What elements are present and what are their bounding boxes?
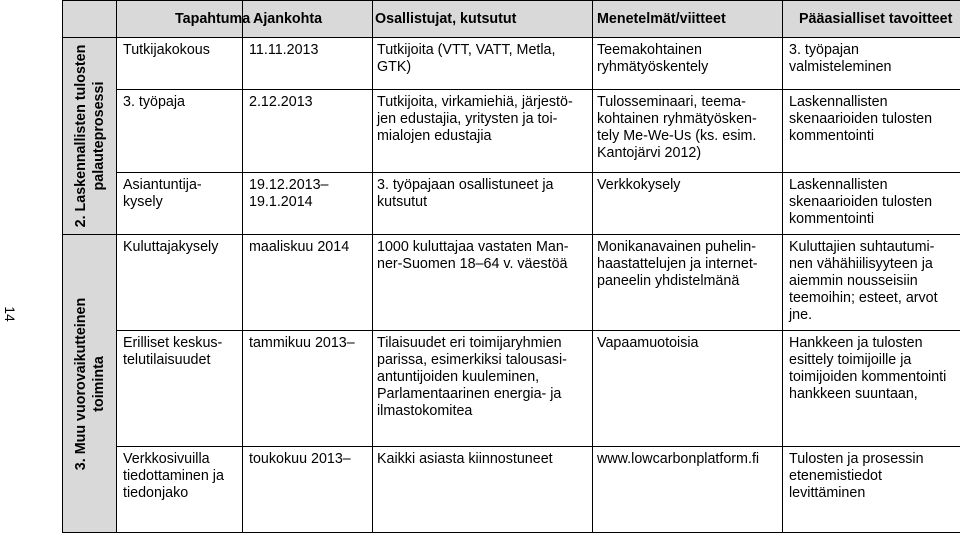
participants-cell: Tilaisuudet eri toimijaryhmien parissa, esimerkiksi talousasi-antuntijoiden kuuleminen, Parlamentaarinen energia- ja ilmastokomitea: [377, 335, 567, 419]
participants-cell: Tutkijoita, virkamiehiä, järjestö-jen edustajia, yritysten ja toi-mialojen edustajia: [377, 94, 573, 144]
table-row: [63, 173, 960, 235]
header-participants: Osallistujat, kutsutut: [373, 1, 593, 38]
events-table: [62, 0, 960, 533]
section-3-label-line2: toiminta: [90, 355, 107, 412]
participants-cell: Kaikki asiasta kiinnostuneet: [377, 451, 553, 467]
section-3-label-line1: 3. Muu vuorovaikutteinen: [72, 297, 89, 470]
page-number: 14: [2, 306, 18, 322]
participants-cell: 1000 kuluttajaa vastaten Man-ner-Suomen 18–64 v. väestöä: [377, 239, 569, 272]
date-cell: 2.12.2013: [249, 94, 313, 110]
goals-cell: 3. työpajan valmisteleminen: [789, 42, 892, 75]
table-row: [63, 235, 960, 331]
table-row: [63, 90, 960, 173]
methods-cell: Vapaamuotoisia: [597, 335, 699, 351]
goals-cell: Laskennallisten skenaarioiden tulosten kommentointi: [789, 94, 933, 144]
methods-cell: Tulosseminaari, teema-kohtainen ryhmätyösken-tely Me-We-Us (ks. esim. Kantojärvi 2012): [597, 94, 757, 161]
participants-cell: Tutkijoita (VTT, VATT, Metla, GTK): [377, 42, 556, 75]
methods-cell: Monikanavainen puhelin-haastattelujen ja internet-paneelin yhdistelmänä: [597, 239, 758, 289]
table-row: [63, 447, 960, 533]
event-cell: Erilliset keskus-telutilaisuudet: [123, 335, 223, 368]
section-2-label: [63, 38, 117, 235]
event-cell: Tutkijakokous: [123, 42, 210, 58]
methods-cell[interactable]: www.lowcarbonplatform.fi: [597, 451, 760, 467]
date-cell: 19.12.2013– 19.1.2014: [249, 177, 329, 210]
table-header-row: [63, 1, 960, 38]
header-date: Ajankohta: [243, 1, 373, 38]
goals-cell: Tulosten ja prosessin etenemistiedot levittäminen: [789, 451, 924, 501]
methods-cell: Verkkokysely: [597, 177, 681, 193]
header-goals: Pääasialliset tavoitteet: [783, 1, 960, 38]
goals-cell: Hankkeen ja tulosten esittely toimijoille ja toimijoiden kommentointi hankkeen suuntaan,: [789, 335, 947, 402]
methods-cell: Teemakohtainen ryhmätyöskentely: [597, 42, 709, 75]
header-event: Tapahtuma: [117, 1, 243, 38]
header-corner: [63, 1, 117, 38]
event-cell: Verkkosivuilla tiedottaminen ja tiedonjako: [123, 451, 224, 501]
table-row: [63, 38, 960, 90]
section-2-label-line2: palauteprosessi: [90, 81, 107, 191]
participants-cell: 3. työpajaan osallistuneet ja kutsutut: [377, 177, 554, 210]
date-cell: maaliskuu 2014: [249, 239, 350, 255]
date-cell: toukokuu 2013–: [249, 451, 351, 467]
section-3-label: [63, 235, 117, 533]
event-cell: 3. työpaja: [123, 94, 185, 110]
goals-cell: Laskennallisten skenaarioiden tulosten kommentointi: [789, 177, 933, 227]
header-methods: Menetelmät/viitteet: [593, 1, 783, 38]
table-row: [63, 331, 960, 447]
date-cell: 11.11.2013: [249, 42, 319, 58]
event-cell: Kuluttajakysely: [123, 239, 219, 255]
date-cell: tammikuu 2013–: [249, 335, 355, 351]
event-cell: Asiantuntija-kysely: [123, 177, 202, 210]
goals-cell: Kuluttajien suhtautumi-nen vähähiilisyyteen ja aiemmin nousseisiin teemoihin; esteet, arvot jne.: [789, 239, 938, 323]
section-2-label-line1: 2. Laskennallisten tulosten: [72, 44, 89, 228]
